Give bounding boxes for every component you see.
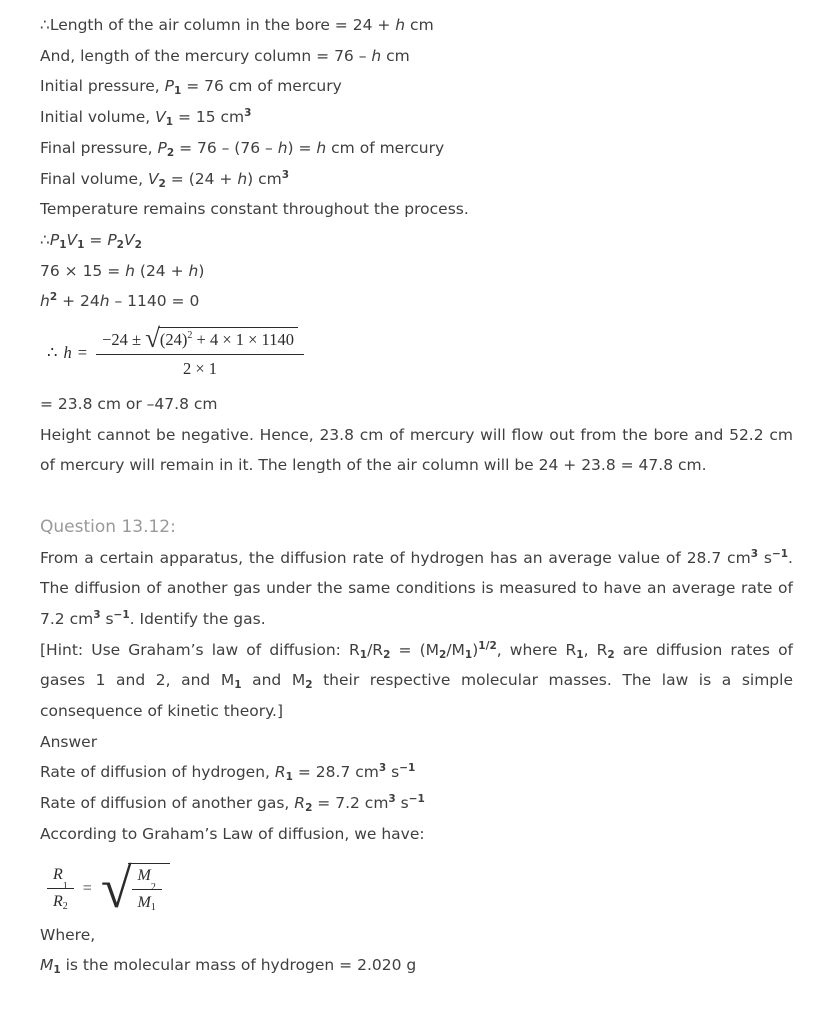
square-root: [145, 323, 298, 354]
line-final-pressure: Final pressure, $P_2 = 76 - (76 - h) = h$ cm of mercury: [40, 138, 445, 159]
line-rate-another-gas: Rate of diffusion of another gas, $R_2 = 7.2$ $cm^3$ $s^{-1}$: [40, 793, 425, 815]
line-rate-hydrogen: Rate of diffusion of hydrogen, $R_1 = 28.7$ $cm^3$ $s^{-1}$: [40, 762, 416, 784]
rhs-denominator: $M_1$: [137, 893, 156, 913]
line-final-volume: Final volume, $V_2 = (24 + h)$ $cm^3$: [40, 168, 290, 190]
lhs-numerator: R $_1$: [47, 866, 74, 889]
line-boyles-law: $\therefore P_1V_1 = P_2V_2$: [40, 230, 142, 251]
lhs-denominator: $R_2$: [53, 893, 68, 913]
formula-prefix: [47, 343, 87, 363]
equals-sign: =: [82, 879, 92, 897]
fraction-numerator: [96, 323, 304, 355]
square-root: [100, 857, 170, 920]
therefore-symbol: ∴: [47, 342, 58, 362]
line-temperature-constant: Temperature remains constant throughout the process.: [40, 200, 469, 219]
solution-13-11-lines: [40, 10, 793, 317]
line-where: Where,: [40, 925, 96, 944]
formula-graham-law: [47, 857, 793, 920]
rhs-numerator: M $_2$: [132, 867, 162, 890]
equals-sign: =: [77, 342, 88, 362]
line-grahams-law: According to Graham’s Law of diffusion, we have:: [40, 824, 425, 843]
solution-13-12-lines: [40, 920, 793, 981]
line-m1-hydrogen: $M_1$ is the molecular mass of hydrogen = 2.020 g: [40, 956, 417, 977]
lhs-fraction: [47, 866, 74, 911]
line-roots: = 23.8 cm or –47.8 cm: [40, 395, 218, 414]
numerator-lead: −24 ±: [102, 330, 142, 350]
para-question-text: From a certain apparatus, the diffusion rate of hydrogen has an average value of 28.7 $cm^3$ $s^{-1}$. The diffusion of another gas under the same conditions is measured to have an average rate of 7.2 $cm^3$ $s^{-1}$. Identify the gas.: [40, 547, 793, 628]
para-hint: [Hint: Use Graham’s law of diffusion: $R_1/R_2 = (M_2/M_1)^{1/2}$, where $R_1$, $R_2$ are diffusion rates of gases 1 and 2, and $M_1$ and $M_2$ their respective molecular masses. The law is a simple consequence of kinetic theory.]: [40, 639, 794, 721]
formula-quadratic-solution: [47, 323, 793, 379]
radical-sign: √: [145, 323, 160, 354]
line-mercury-column-length: And, length of the mercury column = 76 – h cm: [40, 46, 410, 65]
line-initial-volume: Initial volume, $V_1 = 15$ $cm^3$: [40, 107, 252, 129]
line-quadratic-equation: $h^2 + 24h - 1140 = 0$: [40, 291, 200, 311]
heading-question-13-12: Question 13.12:: [40, 516, 176, 537]
fraction: [96, 323, 304, 379]
variable-h: h: [63, 342, 72, 362]
para-height-negative: Height cannot be negative. Hence, 23.8 cm of mercury will flow out from the bore and 52.2 cm of mercury will remain in it. The length of the air column will be 24 + 23.8 = 47.8 cm.: [40, 425, 793, 475]
line-initial-pressure: Initial pressure, $P_1 = 76$ cm of mercury: [40, 77, 342, 98]
radical-sign: √: [100, 857, 132, 920]
fraction-denominator: 2 × 1: [182, 359, 218, 379]
solution-and-question-13-12: [40, 389, 793, 850]
line-substitution: 76 × 15 = h (24 + h): [40, 261, 205, 280]
rhs-fraction: [132, 867, 162, 912]
radicand: $(24)^2 + 4 \times 1 \times 1140$: [158, 327, 298, 350]
radicand: [128, 863, 170, 912]
line-answer: Answer: [40, 732, 98, 751]
line-air-column-length: ∴Length of the air column in the bore = 24 + h cm: [40, 16, 434, 34]
